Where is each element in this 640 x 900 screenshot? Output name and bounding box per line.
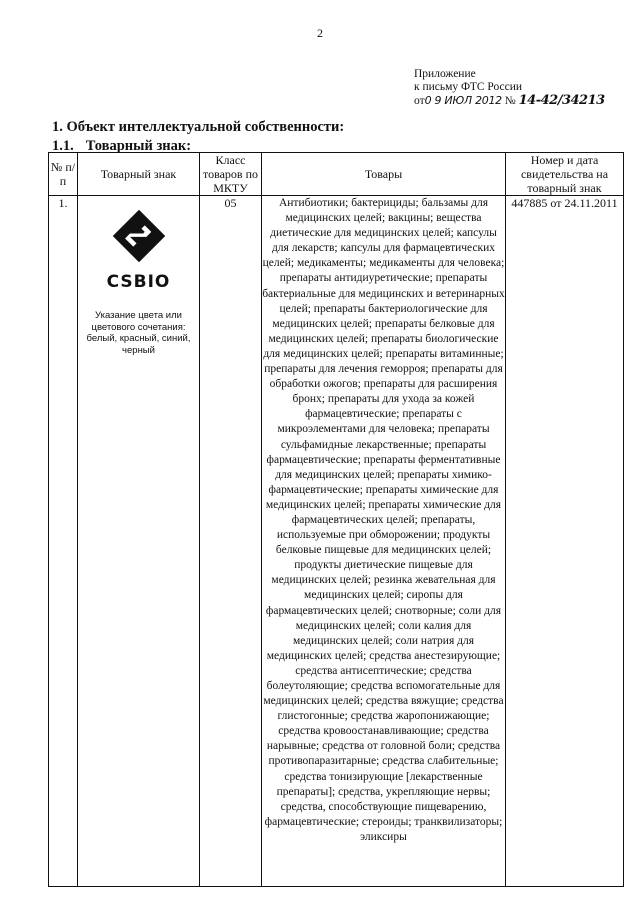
color-note: Указание цвета или цветового сочетания: белый, красный, синий, черный <box>86 310 191 356</box>
appendix-number-handwritten: 14-42/34213 <box>518 93 605 108</box>
cell-class: 05 <box>200 196 262 887</box>
appendix-line2: к письму ФТС России <box>414 81 523 93</box>
csbio-emblem-icon <box>110 207 168 265</box>
header-goods: Товары <box>262 153 506 196</box>
header-class: Класс товаров по МКТУ <box>200 153 262 196</box>
cell-mark <box>78 196 200 887</box>
cell-reg: 447885 от 24.11.2011 <box>506 196 624 887</box>
logo-wordmark: CSBIO <box>106 272 171 292</box>
page-number: 2 <box>317 26 323 40</box>
section-heading-2-text: Товарный знак: <box>85 138 192 154</box>
table-header-row <box>49 153 624 196</box>
appendix-line1: Приложение <box>414 68 476 80</box>
section-heading-2-number: 1.1. <box>52 138 74 154</box>
appendix-number-label: № <box>504 95 516 107</box>
trademark-table <box>48 152 624 887</box>
header-no: № п/п <box>49 153 78 196</box>
header-reg: Номер и дата свидетельства на товарный знак <box>506 153 624 196</box>
header-mark: Товарный знак <box>78 153 200 196</box>
section-heading-1: 1. Объект интеллектуальной собственности: <box>52 119 345 135</box>
trademark-logo <box>78 207 199 292</box>
appendix-line3 <box>414 94 605 108</box>
appendix-date-prefix: от <box>414 95 425 107</box>
cell-no: 1. <box>49 196 78 887</box>
table-row <box>49 196 624 887</box>
appendix-block <box>414 68 605 108</box>
cell-goods: Антибиотики; бактерициды; бальзамы для медицинских целей; вакцины; вещества диетические для медицинских целей; капсулы для лекарств; капсулы для фармацевтических целей; медикаменты; медикаменты для человека; препараты антидиуретические; препараты бактериальные для медицинских и ветеринарных целей; препараты бактериологические для медицинских целей; препараты белковые для медицинских целей; препараты биологические для медицинских целей; препараты витаминные; препараты для лечения геморроя; препараты для обработки ожогов; препараты для расширения бронх; препараты для ухода за кожей фармацевтические; препараты с микроэлементами для человека; препараты сульфамидные лекарственные; препараты фармацевтические; препараты ферментативные для медицинских целей; препараты химико-фармацевтические; препараты химические для медицинских целей; препараты химические для фармацевтических целей; препараты, используемые при обморожении; продукты белковые пищевые для медицинских целей; продукты диетические пищевые для медицинских целей; резинка жевательная для медицинских целей; сиропы для фармацевтических целей; снотворные; соли для медицинских целей; соли калия для медицинских целей; соли натрия для медицинских целей; средства анестезирующие; средства антисептические; средства болеутоляющие; средства вспомогательные для медицинских целей; средства вяжущие; средства глистогонные; средства жаропонижающие; средства кровоостанавливающие; средства нарывные; средства от головной боли; средства противопаразитарные; средства слабительные; средства тонизирующие [лекарственные препараты]; средства, укрепляющие нервы; средства, способствующие пищеварению, фармацевтические; стероиды; транквилизаторы; эликсиры <box>262 196 506 887</box>
appendix-date-handwritten: 0 9 ИЮЛ 2012 <box>424 94 502 107</box>
